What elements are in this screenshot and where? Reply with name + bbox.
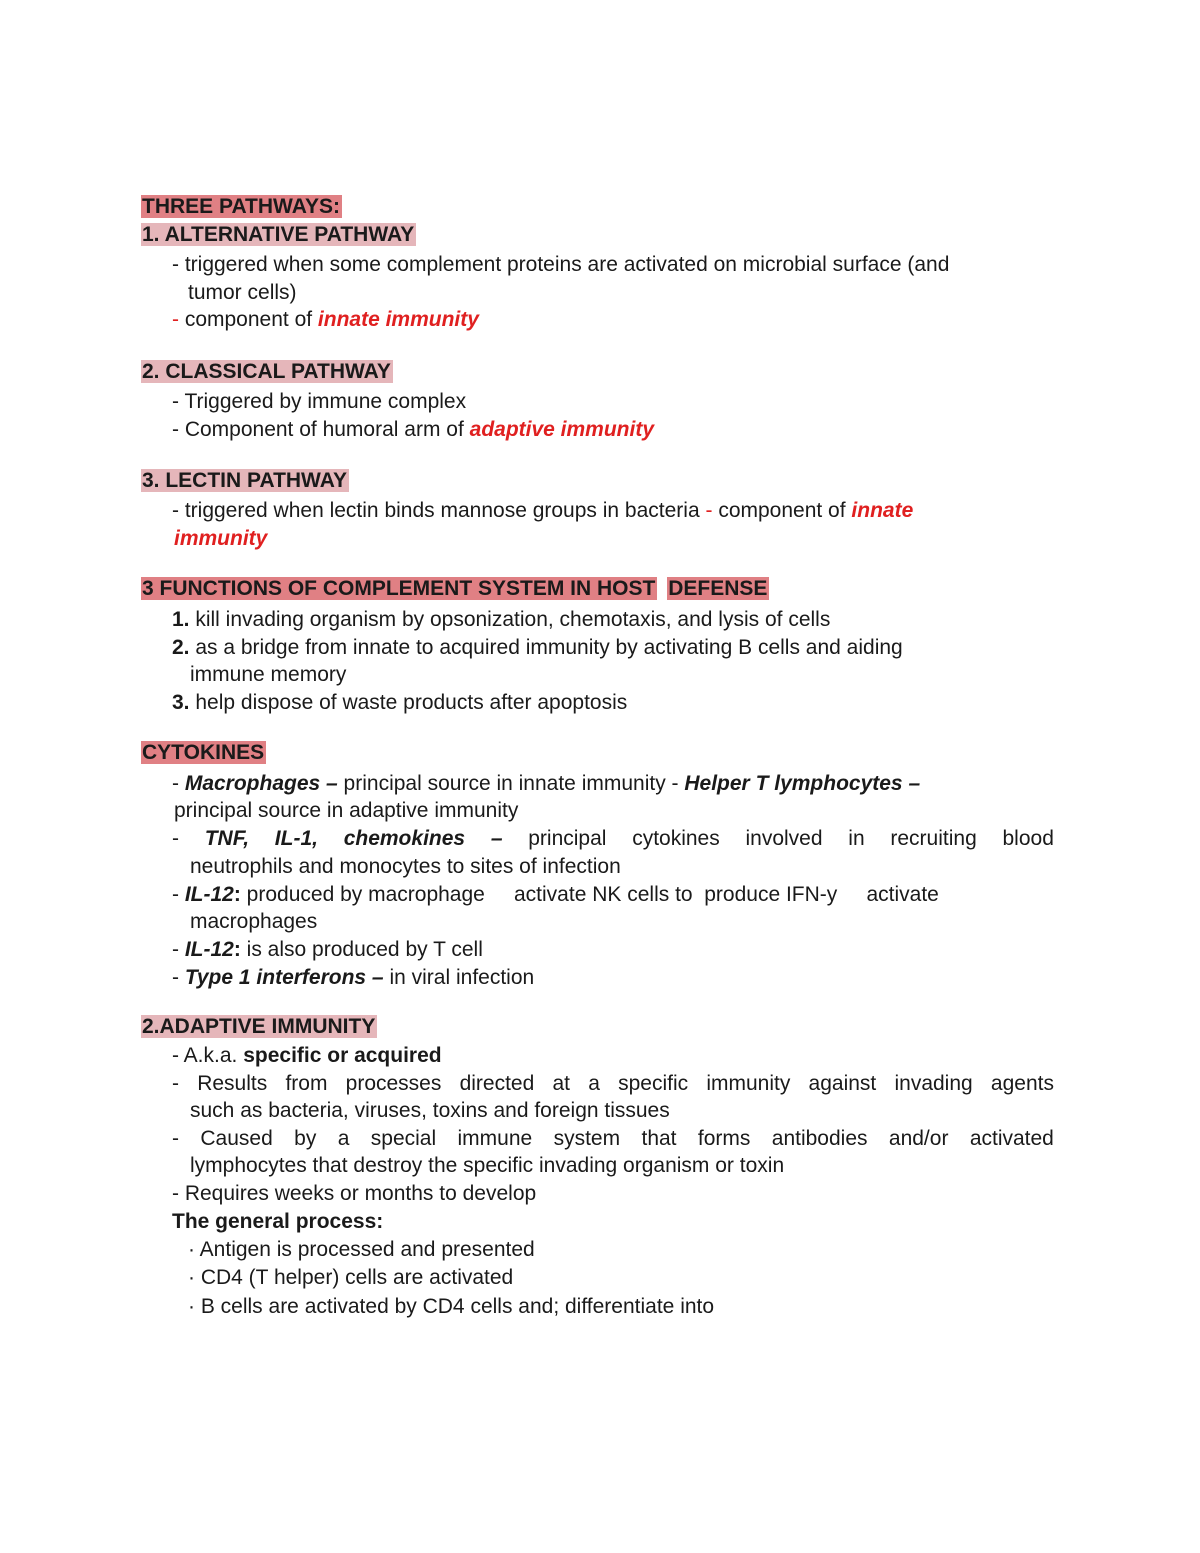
cytokines-line-3: - IL-12: produced by macrophage activate NK cells to produce IFN-y activate bbox=[172, 883, 939, 906]
classical-line-1: - Triggered by immune complex bbox=[172, 390, 467, 413]
adaptive-line-2-cont: such as bacteria, viruses, toxins and foreign tissues bbox=[190, 1099, 670, 1122]
cytokines-line-4: - IL-12: is also produced by T cell bbox=[172, 938, 483, 961]
classical-pathway-title: 2. CLASSICAL PATHWAY bbox=[142, 360, 391, 383]
classical-line-2: - Component of humoral arm of adaptive immunity bbox=[172, 418, 655, 441]
alternative-pathway-title: 1. ALTERNATIVE PATHWAY bbox=[142, 223, 415, 246]
process-step-2: · CD4 (T helper) cells are activated bbox=[188, 1266, 514, 1289]
alternative-line-1: - triggered when some complement proteins are activated on microbial surface (and bbox=[172, 253, 950, 276]
section-heading-functions: 3 FUNCTIONS OF COMPLEMENT SYSTEM IN HOST DEFENSE bbox=[142, 577, 768, 600]
process-step-1: · Antigen is processed and presented bbox=[188, 1238, 535, 1261]
adaptive-line-3-cont: lymphocytes that destroy the specific invading organism or toxin bbox=[190, 1154, 785, 1177]
cytokines-line-2: - TNF, IL-1, chemokines – principal cytokines involved in recruiting blood bbox=[172, 827, 1054, 850]
cytokines-line-2-cont: neutrophils and monocytes to sites of infection bbox=[190, 855, 621, 878]
function-item-1: 1. kill invading organism by opsonization, chemotaxis, and lysis of cells bbox=[172, 608, 831, 631]
alternative-line-1-cont: tumor cells) bbox=[188, 281, 297, 304]
function-item-2: 2. as a bridge from innate to acquired immunity by activating B cells and aiding bbox=[172, 636, 903, 659]
adaptive-line-3: - Caused by a special immune system that forms antibodies and/or activated bbox=[172, 1127, 1054, 1150]
process-step-3: · B cells are activated by CD4 cells and; differentiate into bbox=[188, 1295, 715, 1318]
adaptive-line-2: - Results from processes directed at a specific immunity against invading agents bbox=[172, 1072, 1054, 1095]
general-process-heading: The general process: bbox=[172, 1210, 384, 1233]
section-heading-cytokines: CYTOKINES bbox=[142, 741, 265, 764]
adaptive-line-1: - A.k.a. specific or acquired bbox=[172, 1044, 442, 1067]
lectin-pathway-title: 3. LECTIN PATHWAY bbox=[142, 469, 347, 492]
lectin-line-1: - triggered when lectin binds mannose groups in bacteria - component of innate bbox=[172, 499, 914, 522]
function-item-2-cont: immune memory bbox=[190, 663, 347, 686]
section-heading-adaptive-immunity: 2.ADAPTIVE IMMUNITY bbox=[142, 1015, 376, 1038]
section-heading-three-pathways bbox=[141, 193, 342, 220]
heading-highlight: THREE PATHWAYS: bbox=[142, 195, 340, 218]
cytokines-line-1: - Macrophages – principal source in innate immunity - Helper T lymphocytes – bbox=[172, 772, 921, 795]
cytokines-line-3-cont: macrophages bbox=[190, 910, 318, 933]
lectin-line-1-cont: immunity bbox=[174, 527, 268, 550]
cytokines-line-5: - Type 1 interferons – in viral infection bbox=[172, 966, 535, 989]
cytokines-line-1-cont: principal source in adaptive immunity bbox=[174, 799, 519, 822]
alternative-line-2: - component of innate immunity bbox=[172, 308, 479, 331]
function-item-3: 3. help dispose of waste products after apoptosis bbox=[172, 691, 628, 714]
emphasis-adaptive-immunity: adaptive immunity bbox=[469, 418, 655, 441]
adaptive-line-4: - Requires weeks or months to develop bbox=[172, 1182, 537, 1205]
emphasis-innate-immunity: innate immunity bbox=[317, 308, 479, 331]
